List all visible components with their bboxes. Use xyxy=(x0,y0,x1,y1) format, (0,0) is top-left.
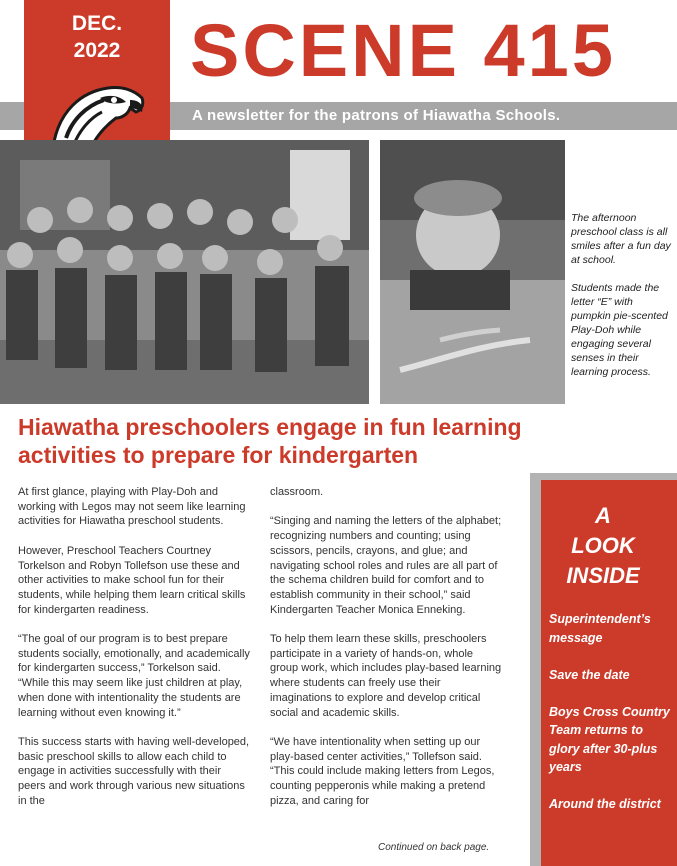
newsletter-tagline: A newsletter for the patrons of Hiawatha Schools. xyxy=(192,107,561,124)
caption-afternoon-class: The afternoon preschool class is all smiles after a fun day at school. xyxy=(571,212,671,266)
caption-play-doh: Students made the letter “E” with pumpkin pie-scented Play-Doh while engaging several senses in their learning process. xyxy=(571,282,668,378)
photo-caption xyxy=(571,211,671,379)
sidebar-title: A LOOK INSIDE xyxy=(566,503,640,588)
article-paragraph: This success starts with having well-developed, basic preschool skills to allow each child to engage in activities successfully with their peers and work through various new situations in the xyxy=(18,735,250,807)
sidebar-item-superintendent: Superintendent’s message xyxy=(549,612,651,645)
issue-date xyxy=(24,10,170,64)
newsletter-title: SCENE 415 xyxy=(190,9,616,92)
sidebar-contents-list xyxy=(549,610,673,832)
sidebar-item-save-the-date: Save the date xyxy=(549,667,630,682)
issue-year: 2022 xyxy=(73,39,121,62)
preschool-class-photo xyxy=(0,140,369,404)
article-paragraph: “Singing and naming the letters of the alphabet; recognizing numbers and counting; using scissors, pencils, crayons, and glue; and navigating school roles and rules are all part of the schema children build for comfort and to establish community in their school,” said Kindergarten Teacher Monica Enneking. xyxy=(270,515,502,616)
article-paragraph: To help them learn these skills, preschoolers participate in a variety of hands-on, whole group work, which includes play-based learning where students can freely use their imaginations to explore and develop critical social and academic skills. xyxy=(270,633,502,719)
article-paragraph: At first glance, playing with Play-Doh and working with Legos may not seem like learning activities for Hiawatha preschool students. xyxy=(18,486,246,528)
article-headline: Hiawatha preschoolers engage in fun learning activities to prepare for kindergarten xyxy=(18,414,522,468)
article-paragraph: classroom. xyxy=(270,486,324,498)
sidebar-item-around-district: Around the district xyxy=(549,797,661,811)
play-doh-student-photo xyxy=(380,140,565,404)
article-paragraph: However, Preschool Teachers Courtney Torkelson and Robyn Tollefson use these and other activities to make school fun for their students, while helping them learn critical skills for kindergarten readiness. xyxy=(18,544,246,616)
sidebar-item-cross-country: Boys Cross Country Team returns to glory after 30-plus years xyxy=(549,704,670,774)
article-paragraph: “We have intentionality when setting up our play-based center activities,” Tollefson said. “This could include making letters from Legos, counting pepperonis while making a pretend pizza, and caring for xyxy=(270,735,495,807)
issue-month: DEC. xyxy=(71,12,123,35)
article-column-1 xyxy=(18,485,250,823)
article-paragraph: “The goal of our program is to best prepare students socially, emotionally, and academically for kindergarten success,” Torkelson said. “While this may seem like just children at play, when done with intentionality the students are learning without even knowing it.” xyxy=(18,633,250,719)
article-column-2 xyxy=(270,485,502,823)
continued-note: Continued on back page. xyxy=(378,842,490,853)
